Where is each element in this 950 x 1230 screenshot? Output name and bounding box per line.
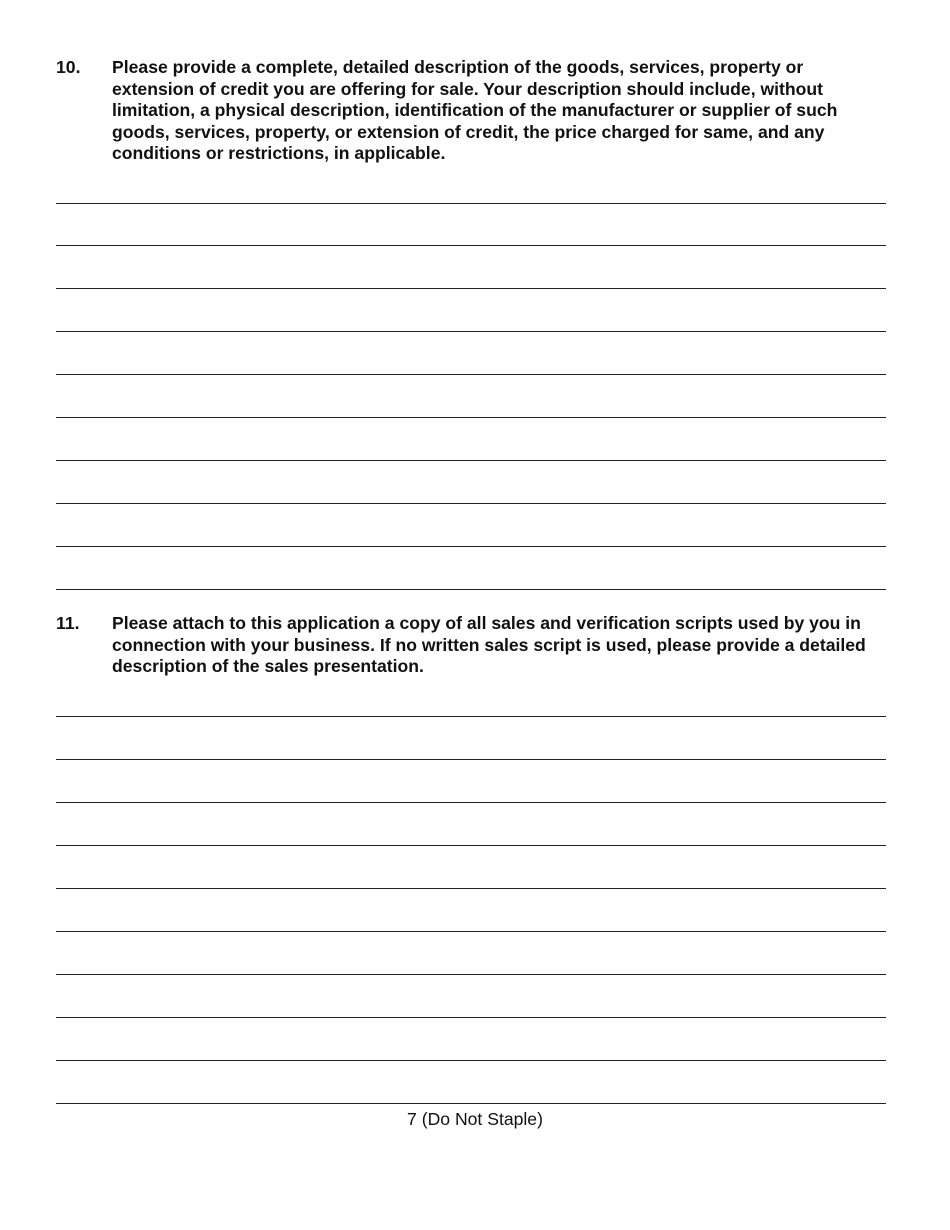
answer-line[interactable]: [56, 1060, 886, 1061]
answer-line[interactable]: [56, 1017, 886, 1018]
answer-line[interactable]: [56, 802, 886, 803]
answer-line[interactable]: [56, 589, 886, 590]
answer-line[interactable]: [56, 888, 886, 889]
answer-line[interactable]: [56, 845, 886, 846]
answer-line[interactable]: [56, 374, 886, 375]
question-11: [56, 613, 886, 678]
page-footer: 7 (Do Not Staple): [407, 1109, 543, 1129]
question-text: Please attach to this application a copy of all sales and verification scripts used by you in connection with your business. If no written sales script is used, please provide a detailed description of the sales presentation.: [112, 613, 866, 677]
answer-line[interactable]: [56, 331, 886, 332]
answer-line[interactable]: [56, 245, 886, 246]
question-10: [56, 57, 886, 165]
answer-line[interactable]: [56, 203, 886, 204]
answer-line[interactable]: [56, 503, 886, 504]
answer-line[interactable]: [56, 716, 886, 717]
answer-line[interactable]: [56, 460, 886, 461]
question-text: Please provide a complete, detailed description of the goods, services, property or extension of credit you are offering for sale. Your description should include, without limitation, a physical description, identification of the manufacturer or supplier of such goods, services, property, or extension of credit, the price charged for same, and any conditions or restrictions, in applicable.: [112, 57, 838, 164]
answer-line[interactable]: [56, 759, 886, 760]
question-number: 10.: [56, 57, 81, 77]
answer-line[interactable]: [56, 546, 886, 547]
question-number: 11.: [56, 613, 80, 633]
answer-line[interactable]: [56, 288, 886, 289]
answer-line[interactable]: [56, 974, 886, 975]
answer-line[interactable]: [56, 417, 886, 418]
answer-line[interactable]: [56, 931, 886, 932]
answer-line[interactable]: [56, 1103, 886, 1104]
